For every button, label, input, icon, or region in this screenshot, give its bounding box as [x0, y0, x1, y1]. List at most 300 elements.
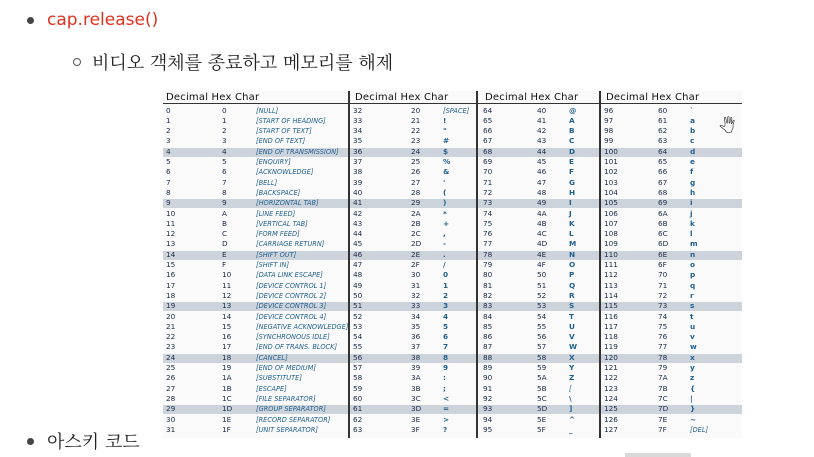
decimal-cell: 107: [604, 218, 618, 228]
hex-cell: 9: [222, 198, 227, 208]
char-cell: [FORM FEED]: [256, 230, 300, 239]
hex-cell: 3D: [411, 404, 422, 414]
char-cell: [END OF MEDIUM]: [256, 364, 316, 372]
hex-cell: 67: [658, 177, 668, 187]
char-cell: S: [569, 301, 575, 311]
hex-cell: 39: [411, 363, 421, 372]
decimal-cell: 114: [604, 290, 618, 300]
char-cell: r: [690, 290, 694, 300]
char-cell: m: [690, 239, 698, 249]
char-cell: O: [569, 260, 576, 269]
decimal-cell: 23: [166, 342, 176, 352]
decimal-cell: 85: [483, 321, 493, 331]
char-cell: [CANCEL]: [256, 353, 288, 362]
decimal-cell: 89: [483, 363, 493, 372]
char-cell: *: [443, 208, 447, 218]
decimal-cell: 52: [353, 311, 363, 321]
hex-cell: 5E: [537, 414, 547, 424]
decimal-cell: 20: [166, 311, 176, 321]
hex-cell: 47: [537, 177, 547, 187]
hex-cell: 25: [411, 157, 421, 166]
decimal-cell: 73: [483, 198, 493, 208]
char-cell: I: [569, 198, 572, 208]
hex-cell: 61: [658, 115, 668, 125]
char-cell: g: [690, 177, 696, 187]
char-cell: d: [690, 146, 696, 156]
decimal-cell: 6: [166, 167, 171, 177]
hex-cell: 48: [537, 187, 547, 197]
hex-cell: A: [222, 208, 227, 218]
char-cell: [START OF HEADING]: [256, 116, 326, 125]
char-cell: [ACKNOWLEDGE]: [256, 168, 314, 177]
decimal-cell: 7: [166, 177, 171, 187]
decimal-cell: 77: [483, 239, 493, 249]
hex-cell: 20: [411, 105, 421, 115]
decimal-cell: 28: [166, 393, 176, 403]
hex-cell: 73: [658, 301, 668, 311]
hex-cell: 1: [222, 115, 227, 125]
char-cell: -: [443, 239, 447, 249]
hex-cell: 62: [658, 126, 668, 136]
decimal-cell: 97: [604, 115, 614, 125]
char-cell: [SHIFT OUT]: [256, 250, 297, 259]
char-cell: x: [690, 352, 695, 362]
char-cell: &: [443, 167, 450, 177]
char-cell: }: [690, 404, 696, 414]
char-cell: [NULL]: [256, 106, 279, 115]
hex-cell: 6F: [658, 260, 667, 269]
char-cell: [SUBSTITUTE]: [256, 374, 302, 383]
hex-cell: 2: [222, 126, 227, 136]
decimal-cell: 17: [166, 280, 176, 290]
column-divider: [599, 91, 601, 438]
char-cell: _: [569, 424, 573, 434]
char-cell: #: [443, 136, 450, 146]
char-cell: [FILE SEPARATOR]: [256, 394, 316, 403]
char-cell: e: [690, 157, 695, 166]
decimal-cell: 0: [166, 105, 171, 115]
hex-cell: 5C: [537, 393, 547, 403]
char-cell: (: [443, 187, 447, 197]
decimal-cell: 63: [353, 424, 363, 434]
hex-cell: B: [222, 218, 228, 228]
decimal-cell: 102: [604, 167, 618, 177]
char-cell: F: [569, 167, 574, 177]
char-cell: 6: [443, 332, 449, 342]
decimal-cell: 91: [483, 383, 493, 393]
char-cell: k: [690, 218, 695, 228]
hex-cell: 7C: [658, 393, 668, 403]
char-cell: ;: [443, 383, 446, 393]
decimal-cell: 37: [353, 157, 363, 166]
char-cell: [CARRIAGE RETURN]: [256, 240, 325, 249]
char-cell: [DEL]: [690, 425, 709, 434]
decimal-cell: 80: [483, 270, 493, 280]
decimal-cell: 74: [483, 208, 493, 218]
decimal-cell: 117: [604, 321, 618, 331]
decimal-cell: 35: [353, 136, 363, 146]
hex-cell: 1B: [222, 383, 232, 393]
decimal-cell: 66: [483, 126, 493, 136]
char-cell: ,: [443, 229, 446, 239]
char-cell: [SYNCHRONOUS IDLE]: [256, 333, 330, 342]
char-cell: H: [569, 187, 576, 197]
hex-cell: 2C: [411, 229, 421, 239]
hex-cell: 68: [658, 187, 668, 197]
char-cell: ': [443, 177, 446, 187]
decimal-cell: 69: [483, 157, 493, 166]
decimal-cell: 46: [353, 249, 363, 259]
char-cell: l: [690, 229, 693, 239]
decimal-cell: 60: [353, 393, 363, 403]
bullet-cap-release-text: cap.release(): [47, 10, 159, 30]
hex-cell: 34: [411, 311, 421, 321]
char-cell: [END OF TEXT]: [256, 137, 306, 146]
char-cell: R: [569, 290, 575, 300]
char-cell: B: [569, 126, 575, 136]
char-cell: [UNIT SEPARATOR]: [256, 425, 318, 434]
char-cell: [GROUP SEPARATOR]: [256, 405, 326, 414]
char-cell: D: [569, 146, 576, 156]
char-cell: [BACKSPACE]: [256, 188, 301, 197]
char-cell: +: [443, 218, 450, 228]
char-cell: ): [443, 198, 447, 208]
char-cell: Q: [569, 280, 576, 290]
decimal-cell: 100: [604, 146, 618, 156]
hex-cell: 4D: [537, 239, 548, 249]
hex-cell: 17: [222, 342, 232, 352]
decimal-cell: 53: [353, 321, 363, 331]
decimal-cell: 94: [483, 414, 493, 424]
decimal-cell: 65: [483, 115, 493, 125]
sub-bullet-release-desc: [73, 49, 393, 75]
decimal-cell: 109: [604, 239, 618, 249]
column-divider: [348, 91, 350, 438]
decimal-cell: 106: [604, 208, 618, 218]
hex-cell: 7E: [658, 414, 668, 424]
decimal-cell: 61: [353, 404, 363, 414]
hex-cell: 19: [222, 363, 232, 372]
char-cell: `: [690, 105, 694, 115]
char-cell: L: [569, 229, 574, 239]
hex-cell: 6: [222, 167, 227, 177]
hex-cell: 0: [222, 105, 227, 115]
highlighted-row-band: [163, 199, 742, 208]
decimal-cell: 84: [483, 311, 493, 321]
decimal-cell: 13: [166, 239, 176, 249]
hex-cell: 79: [658, 363, 668, 372]
decimal-cell: 90: [483, 373, 493, 383]
decimal-cell: 22: [166, 332, 176, 342]
hex-cell: 5F: [537, 424, 546, 434]
decimal-cell: 31: [166, 424, 176, 434]
char-cell: P: [569, 270, 575, 280]
char-cell: J: [569, 208, 572, 218]
char-cell: t: [690, 311, 694, 321]
hex-cell: C: [222, 229, 228, 239]
char-cell: [DEVICE CONTROL 2]: [256, 291, 327, 300]
hex-cell: 2A: [411, 208, 421, 218]
hex-cell: 2F: [411, 260, 420, 269]
hex-cell: 33: [411, 301, 421, 311]
hex-cell: 3: [222, 136, 227, 146]
hex-cell: 3B: [411, 383, 421, 393]
decimal-cell: 115: [604, 301, 618, 311]
char-cell: :: [443, 373, 446, 383]
decimal-cell: 44: [353, 229, 363, 239]
char-cell: [START OF TEXT]: [256, 127, 312, 136]
decimal-cell: 16: [166, 270, 176, 280]
hex-cell: 18: [222, 352, 232, 362]
char-cell: [ESCAPE]: [256, 384, 287, 393]
hex-cell: 7A: [658, 373, 668, 383]
decimal-cell: 119: [604, 342, 618, 352]
hex-cell: 3A: [411, 373, 421, 383]
decimal-cell: 14: [166, 249, 176, 259]
hex-cell: 74: [658, 311, 668, 321]
decimal-cell: 76: [483, 229, 493, 239]
highlighted-row-band: [163, 354, 742, 363]
bullet-cap-release: [27, 10, 158, 30]
decimal-cell: 116: [604, 311, 618, 321]
char-cell: w: [690, 342, 697, 352]
column-header: Decimal Hex Char: [355, 92, 449, 103]
decimal-cell: 95: [483, 424, 493, 434]
hex-cell: 32: [411, 290, 421, 300]
hex-cell: 57: [537, 342, 547, 352]
decimal-cell: 9: [166, 198, 171, 208]
char-cell: s: [690, 301, 695, 311]
hex-cell: 4A: [537, 208, 547, 218]
hex-cell: 42: [537, 126, 547, 136]
highlighted-row-band: [163, 405, 742, 414]
decimal-cell: 18: [166, 290, 176, 300]
header-rule: [163, 103, 742, 104]
char-cell: [DEVICE CONTROL 1]: [256, 281, 327, 290]
char-cell: [DEVICE CONTROL 3]: [256, 302, 327, 311]
decimal-cell: 32: [353, 105, 363, 115]
hex-cell: 69: [658, 198, 668, 208]
decimal-cell: 99: [604, 136, 614, 146]
hex-cell: 7B: [658, 383, 668, 393]
hex-cell: 26: [411, 167, 421, 177]
char-cell: E: [569, 157, 574, 166]
decimal-cell: 47: [353, 260, 363, 269]
char-cell: 0: [443, 270, 449, 280]
decimal-cell: 83: [483, 301, 493, 311]
decimal-cell: 10: [166, 208, 176, 218]
char-cell: [ENQUIRY]: [256, 158, 291, 166]
hex-cell: 4F: [537, 260, 546, 269]
char-cell: b: [690, 126, 696, 136]
bullet-ascii-text: 아스키 코드: [47, 432, 140, 453]
decimal-cell: 43: [353, 218, 363, 228]
decimal-cell: 98: [604, 126, 614, 136]
decimal-cell: 38: [353, 167, 363, 177]
hex-cell: 52: [537, 290, 547, 300]
char-cell: !: [443, 115, 447, 125]
char-cell: U: [569, 321, 575, 331]
char-cell: 5: [443, 321, 449, 331]
decimal-cell: 4: [166, 146, 171, 156]
decimal-cell: 81: [483, 280, 493, 290]
column-header: Decimal Hex Char: [606, 92, 700, 103]
char-cell: X: [569, 352, 575, 362]
decimal-cell: 125: [604, 404, 618, 414]
decimal-cell: 36: [353, 146, 363, 156]
decimal-cell: 113: [604, 280, 618, 290]
char-cell: [RECORD SEPARATOR]: [256, 415, 331, 424]
char-cell: A: [569, 115, 575, 125]
decimal-cell: 96: [604, 105, 614, 115]
char-cell: =: [443, 404, 450, 414]
hex-cell: 75: [658, 321, 668, 331]
decimal-cell: 92: [483, 393, 493, 403]
decimal-cell: 122: [604, 373, 618, 383]
decimal-cell: 105: [604, 198, 618, 208]
hex-cell: 30: [411, 270, 421, 280]
char-cell: 4: [443, 311, 449, 321]
char-cell: ]: [569, 404, 573, 414]
decimal-cell: 25: [166, 363, 176, 372]
column-divider: [476, 91, 478, 438]
char-cell: W: [569, 342, 578, 352]
sub-bullet-text: 비디오 객체를 종료하고 메모리를 해제: [92, 53, 394, 74]
char-cell: [DATA LINK ESCAPE]: [256, 271, 323, 280]
decimal-cell: 103: [604, 177, 618, 187]
bullet-ascii-code: [27, 428, 140, 454]
char-cell: <: [443, 393, 450, 403]
hex-cell: 4B: [537, 218, 547, 228]
hex-cell: 43: [537, 136, 547, 146]
char-cell: [LINE FEED]: [256, 209, 296, 218]
decimal-cell: 111: [604, 260, 618, 269]
char-cell: G: [569, 177, 575, 187]
decimal-cell: 67: [483, 136, 493, 146]
hex-cell: 16: [222, 332, 232, 342]
bullet-dot-icon: [27, 17, 34, 24]
hex-cell: 53: [537, 301, 547, 311]
hex-cell: 7F: [658, 424, 667, 434]
decimal-cell: 8: [166, 187, 171, 197]
hex-cell: 1A: [222, 373, 232, 383]
decimal-cell: 88: [483, 352, 493, 362]
char-cell: v: [690, 332, 695, 342]
hollow-circle-icon: [73, 58, 81, 66]
hex-cell: 56: [537, 332, 547, 342]
hex-cell: 49: [537, 198, 547, 208]
ascii-table-image: [163, 91, 742, 438]
char-cell: C: [569, 136, 575, 146]
hex-cell: 66: [658, 167, 668, 177]
decimal-cell: 27: [166, 383, 176, 393]
hex-cell: 7D: [658, 404, 669, 414]
hex-cell: 6B: [658, 218, 668, 228]
hex-cell: D: [222, 239, 228, 249]
hex-cell: 55: [537, 321, 547, 331]
char-cell: [SHIFT IN]: [256, 261, 290, 269]
decimal-cell: 78: [483, 249, 493, 259]
highlighted-row-band: [163, 302, 742, 311]
hex-cell: 64: [658, 146, 668, 156]
decimal-cell: 126: [604, 414, 618, 424]
decimal-cell: 58: [353, 373, 363, 383]
hex-cell: 54: [537, 311, 547, 321]
decimal-cell: 19: [166, 301, 176, 311]
decimal-cell: 42: [353, 208, 363, 218]
char-cell: 7: [443, 342, 449, 352]
decimal-cell: 11: [166, 218, 176, 228]
char-cell: >: [443, 414, 450, 424]
hex-cell: 72: [658, 290, 668, 300]
char-cell: [END OF TRANSMISSION]: [256, 147, 339, 156]
char-cell: /: [443, 260, 446, 269]
decimal-cell: 57: [353, 363, 363, 372]
decimal-cell: 56: [353, 352, 363, 362]
hex-cell: 76: [658, 332, 668, 342]
decimal-cell: 55: [353, 342, 363, 352]
decimal-cell: 64: [483, 105, 493, 115]
char-cell: [END OF TRANS. BLOCK]: [256, 343, 338, 352]
decimal-cell: 121: [604, 363, 618, 372]
decimal-cell: 15: [166, 260, 176, 269]
char-cell: [: [569, 384, 572, 393]
decimal-cell: 70: [483, 167, 493, 177]
decimal-cell: 110: [604, 249, 618, 259]
hex-cell: 1D: [222, 404, 233, 414]
decimal-cell: 2: [166, 126, 171, 136]
hex-cell: 1E: [222, 414, 232, 424]
hex-cell: 37: [411, 342, 421, 352]
hex-cell: 2B: [411, 218, 421, 228]
decimal-cell: 26: [166, 373, 176, 383]
hex-cell: 4: [222, 146, 227, 156]
hex-cell: 40: [537, 105, 547, 115]
hex-cell: 11: [222, 280, 232, 290]
decimal-cell: 59: [353, 383, 363, 393]
hex-cell: 46: [537, 167, 547, 177]
char-cell: Z: [569, 373, 575, 383]
decimal-cell: 5: [166, 157, 171, 166]
hex-cell: 59: [537, 363, 547, 372]
decimal-cell: 30: [166, 414, 176, 424]
hex-cell: 71: [658, 280, 668, 290]
hex-cell: F: [222, 260, 227, 269]
char-cell: a: [690, 115, 695, 125]
hex-cell: 14: [222, 311, 232, 321]
hex-cell: 6E: [658, 249, 668, 259]
hex-cell: 36: [411, 332, 421, 342]
hex-cell: 77: [658, 342, 668, 352]
char-cell: ": [443, 126, 447, 136]
char-cell: j: [690, 208, 693, 218]
hex-cell: 60: [658, 105, 668, 115]
horizontal-scrollbar[interactable]: [625, 453, 691, 457]
decimal-cell: 45: [353, 239, 363, 249]
hex-cell: 1F: [222, 424, 231, 434]
decimal-cell: 49: [353, 280, 363, 290]
hex-cell: 7: [222, 177, 227, 187]
hex-cell: 6A: [658, 208, 668, 218]
char-cell: M: [569, 239, 577, 249]
decimal-cell: 68: [483, 146, 493, 156]
decimal-cell: 75: [483, 218, 493, 228]
char-cell: y: [690, 363, 695, 372]
char-cell: 1: [443, 280, 449, 290]
decimal-cell: 3: [166, 136, 171, 146]
hex-cell: 2E: [411, 249, 421, 259]
decimal-cell: 34: [353, 126, 363, 136]
